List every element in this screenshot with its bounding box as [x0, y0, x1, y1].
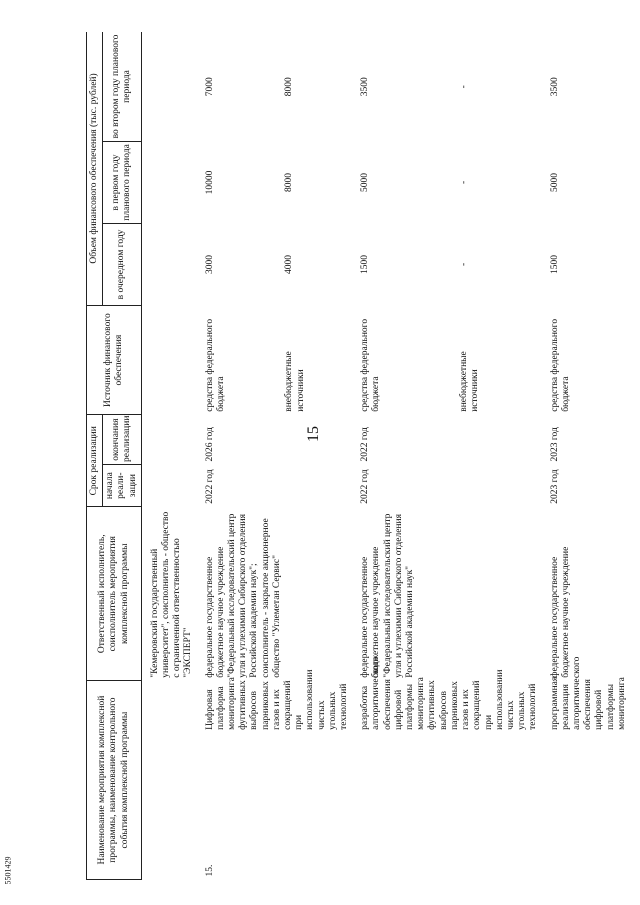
header-period: Срок реализации [87, 415, 103, 507]
header-year3: во втором году планового периода [103, 32, 142, 141]
source-cell: средства федерального бюджета [360, 318, 382, 412]
value-y2: 10000 [204, 170, 215, 195]
financing-table [86, 32, 627, 880]
executor-cell: федеральное государственное бюджетное научное учреждение [549, 546, 571, 678]
executor-cell: федеральное государственное бюджетное научное учреждение "Федеральный исследовательский центр угля и углехимии Сибирского отделения Российской академии наук" [360, 513, 416, 678]
table-row [197, 32, 283, 880]
value-y3: 8000 [284, 77, 295, 97]
value-y3: 7000 [204, 77, 215, 97]
value-y1: 1500 [360, 254, 371, 274]
header-year2: в первом году планового периода [103, 141, 142, 223]
executor-cell: федеральное государственное бюджетное научное учреждение "Федеральный исследовательский центр угля и углехимии Сибирского отделения Российской академии наук"; соисполнитель - закрытое акционерное общество "Углеметан Сервис" [204, 513, 282, 678]
source-cell: средства федерального бюджета [549, 318, 571, 412]
end-year: 2023 год [549, 427, 560, 462]
event-name-cell: Цифровая платформа мониторинга фугитивных выбросов парниковых газов и их сокращений при использовании чистых угольных технологий [204, 669, 350, 730]
value-y1: 1500 [549, 254, 560, 274]
start-year: 2023 год [549, 469, 560, 504]
event-name-cell: разработка алгоритмического обеспечения цифровой платформы мониторинга фугитивных выбросов парниковых газов и их сокращений при использовании чистых угольных технологий [360, 656, 539, 730]
start-year: 2022 год [360, 469, 371, 504]
header-source: Источник финансового обеспечения [87, 305, 142, 414]
executor-cell: "Кемеровский государственный университет", соисполнитель - общество с ограниченной ответственностью "ЭКСПЕРТ" [149, 511, 194, 678]
header-period-start: начала реали-зации [103, 465, 142, 507]
source-cell: внебюджетные источники [284, 351, 306, 412]
header-event-name: Наименование мероприятия комплексной программы, наименование контрольного события комплексной программы [87, 681, 142, 880]
event-name-cell: программная реализация алгоритмического обеспечения цифровой платформы мониторинга [549, 656, 627, 730]
header-executor: Ответственный исполнитель, соисполнитель мероприятия комплексной программы [87, 507, 142, 681]
document-code: 5501429 [3, 856, 13, 885]
end-year: 2026 год [204, 427, 215, 462]
source-cell: внебюджетные источники [458, 351, 480, 412]
value-y3: 3500 [549, 77, 560, 97]
table-row [542, 32, 630, 880]
value-y1: 4000 [284, 254, 295, 274]
value-y1: 3000 [204, 254, 215, 274]
header-year1: в очередном году [103, 223, 142, 305]
header-period-end: окончания реализации [103, 415, 142, 465]
value-y1: - [458, 262, 469, 267]
end-year: 2022 год [360, 427, 371, 462]
row-number: 15. [204, 864, 215, 877]
source-cell: средства федерального бюджета [204, 318, 226, 412]
value-y2: 5000 [549, 172, 560, 192]
page-number: 15 [305, 426, 322, 442]
value-y3: - [458, 85, 469, 89]
header-volume: Объем финансового обеспечения (тыс. рублей) [87, 32, 103, 305]
value-y2: - [458, 180, 469, 185]
table-row [352, 32, 456, 880]
table-row [141, 32, 196, 880]
value-y2: 8000 [284, 172, 295, 192]
value-y2: 5000 [360, 172, 371, 192]
value-y3: 3500 [360, 77, 371, 97]
start-year: 2022 год [204, 469, 215, 504]
